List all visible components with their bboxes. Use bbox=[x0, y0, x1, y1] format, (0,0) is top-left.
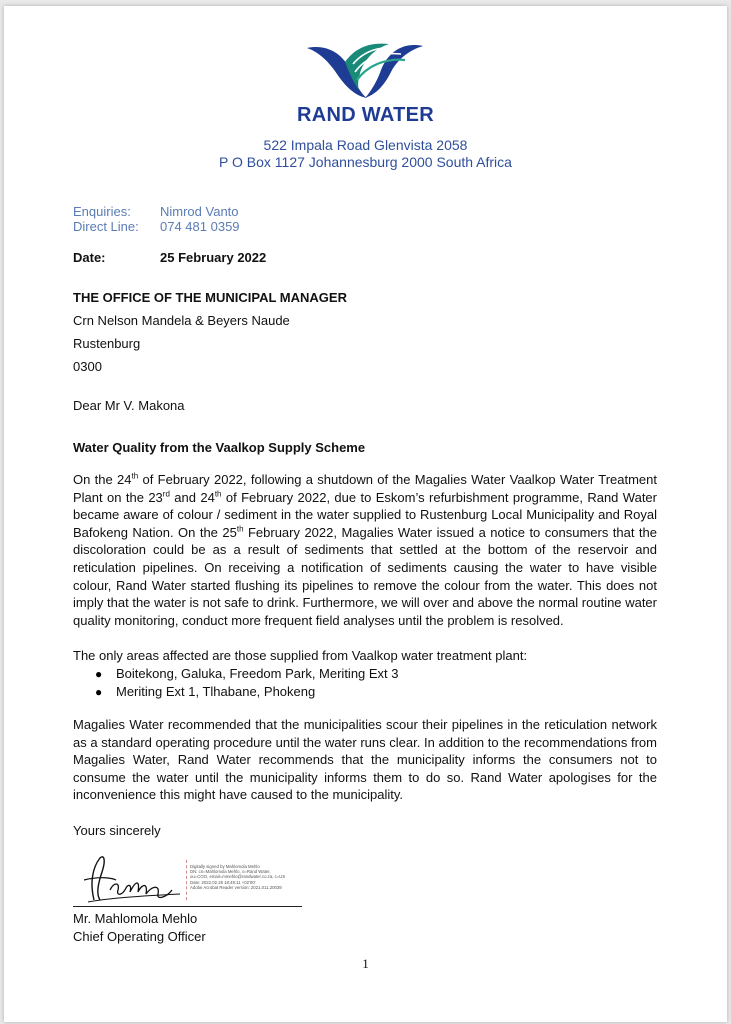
closing: Yours sincerely bbox=[73, 823, 161, 838]
recipient-street: Crn Nelson Mandela & Beyers Naude bbox=[73, 313, 290, 328]
list-item: Meriting Ext 1, Tlhabane, Phokeng bbox=[116, 684, 316, 699]
recipient-city: Rustenburg bbox=[73, 336, 141, 351]
signatory-name: Mr. Mahlomola Mehlo bbox=[73, 911, 198, 926]
bullet-icon: ● bbox=[95, 667, 103, 681]
direct-line-value: 074 481 0359 bbox=[160, 219, 240, 234]
areas-intro: The only areas affected are those supplied from Vaalkop water treatment plant: bbox=[73, 648, 528, 663]
rand-water-logo-icon bbox=[305, 40, 425, 102]
address-line-2: P O Box 1127 Johannesburg 2000 South Africa bbox=[219, 154, 512, 170]
recipient-code: 0300 bbox=[73, 359, 102, 374]
stamp-divider bbox=[186, 860, 188, 900]
date-value: 25 February 2022 bbox=[160, 250, 267, 265]
body-paragraph-1: On the 24th of February 2022, following a shutdown of the Magalies Water Vaalkop Water Treatment Plant on the 23rd and 24th of February 2022, due to Eskom’s refurbishment programme, Rand Water became aware of colour / sediment in the water supplied to Rustenburg Local Municipality and Royal Bafokeng Nation. On the 25th February 2022, Magalies Water issued a notice to consumers that the discoloration could be as a result of sediments that settled at the bottom of the reservoir and reticulation pipelines. On receiving a notification of sediments causing the water to have visible colour, Rand Water started flushing its pipelines to remove the colour from the water. This does not imply that the water is not safe to drink. Furthermore, we will over and above the normal routine water quality monitoring, conduct more frequent field analyses until the problem is resolved. bbox=[73, 471, 657, 628]
digital-signature-stamp: Digitally signed by Mahlomola Mehlo DN: cn=Mahlomola Mehlo, o=Rand Water, ou=COO, email=mmehlo@randwater.co.za, c=US Date: 2022.02.25 18:49:11 +02'00' Adobe Acrobat Reader version: 2021.011.20039 bbox=[190, 864, 286, 890]
direct-line-label: Direct Line: bbox=[73, 219, 139, 234]
recipient-office: THE OFFICE OF THE MUNICIPAL MANAGER bbox=[73, 290, 347, 305]
enquiries-value: Nimrod Vanto bbox=[160, 204, 239, 219]
page-number: 1 bbox=[362, 956, 369, 971]
signature-line bbox=[73, 906, 302, 907]
body-paragraph-3: Magalies Water recommended that the municipalities scour their pipelines in the reticulation network as a standard operating procedure until the water runs clear. In addition to the recommendations from Magalies Water, Rand Water recommends that the municipality informs the consumers not to consume the water until the municipality informs them to do so. Rand Water apologises for the inconvenience this might have caused to the municipality. bbox=[73, 717, 657, 803]
date-label: Date: bbox=[73, 250, 106, 265]
signatory-title: Chief Operating Officer bbox=[73, 929, 206, 944]
salutation: Dear Mr V. Makona bbox=[73, 398, 185, 413]
subject-heading: Water Quality from the Vaalkop Supply Scheme bbox=[73, 440, 366, 455]
enquiries-label: Enquiries: bbox=[73, 204, 131, 219]
list-item: Boitekong, Galuka, Freedom Park, Meriting Ext 3 bbox=[116, 666, 399, 681]
address-line-1: 522 Impala Road Glenvista 2058 bbox=[263, 137, 468, 153]
brand-name: RAND WATER bbox=[296, 104, 435, 126]
bullet-icon: ● bbox=[95, 685, 103, 699]
signature-icon bbox=[80, 850, 188, 908]
